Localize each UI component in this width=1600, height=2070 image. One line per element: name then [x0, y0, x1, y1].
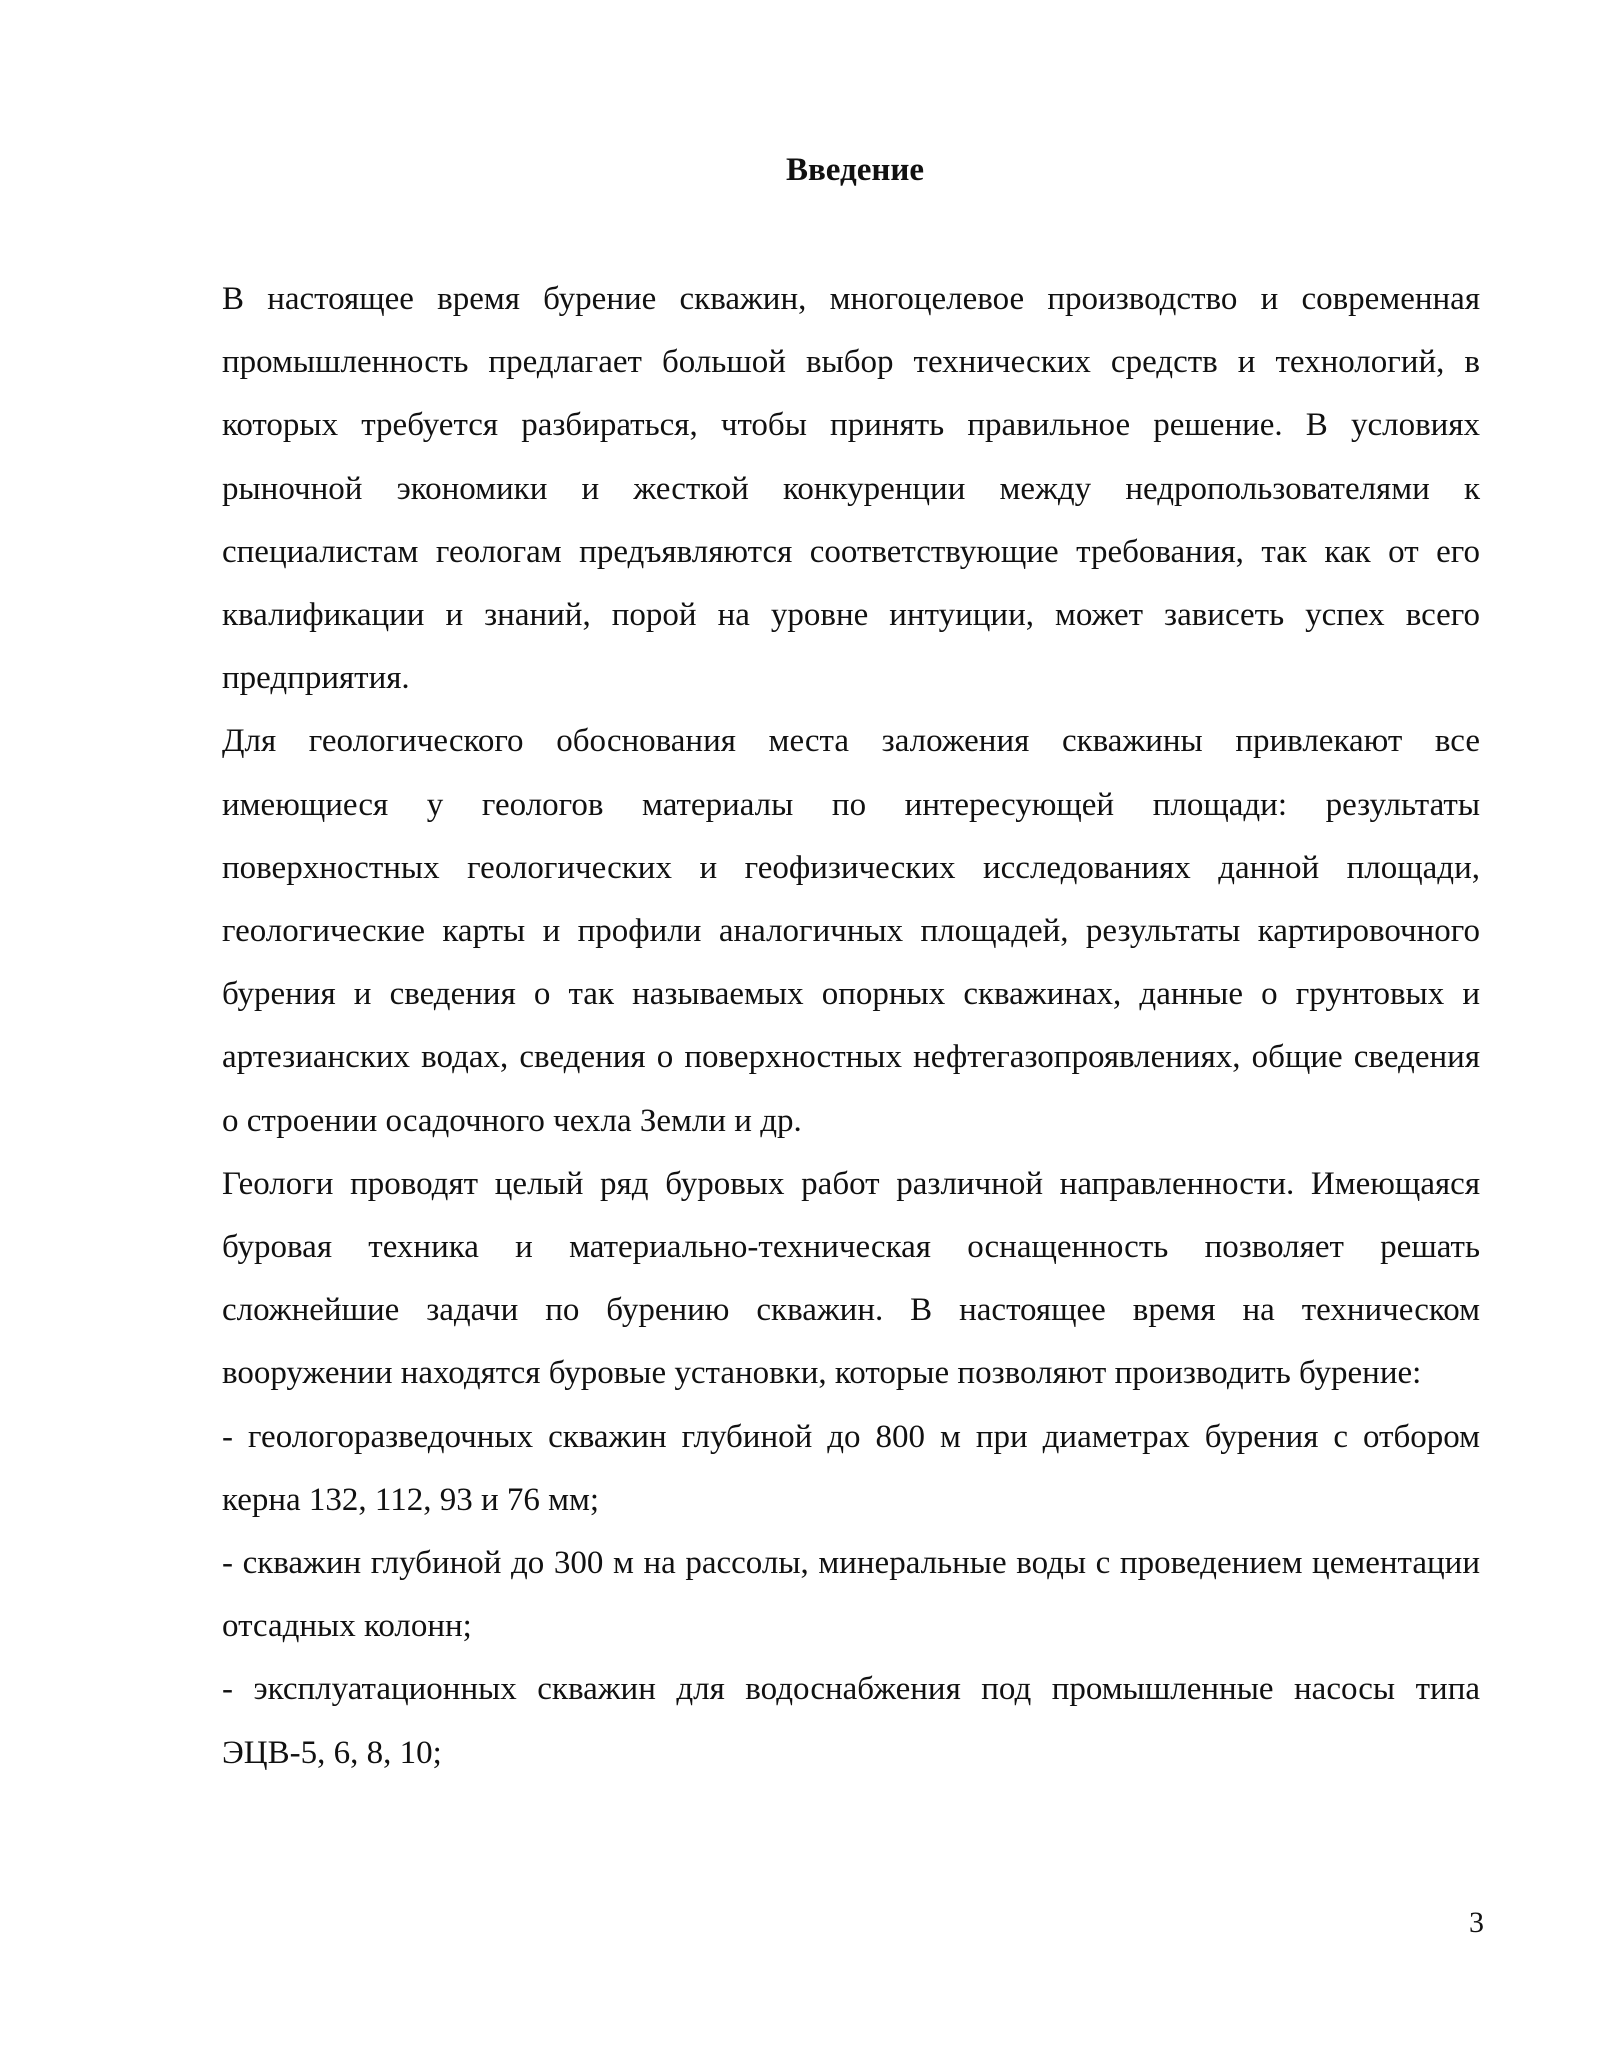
- section-heading: Введение: [785, 152, 925, 188]
- paragraph-materials: Для геологического обоснования места заложения скважины привлекают все имеющиеся у геологов материалы по интересующей площади: результаты поверхностных геологических и геофизических исследованиях данной площади, геологические карты и профили аналогичных площадей, результаты картировочного бурения и сведения о так называемых опорных скважинах, данные о грунтовых и артезианских водах, сведения о поверхностных нефтегазопроявлениях, общие сведения о строении осадочного чехла Земли и др.: [222, 723, 1480, 1139]
- page-number: 3: [1469, 1906, 1484, 1939]
- list-item-exploration-wells: - геологоразведочных скважин глубиной до 800 м при диаметрах бурения с отбором керна 132, 112, 93 и 76 мм;: [222, 1418, 1480, 1518]
- document-body: [222, 268, 1480, 1785]
- list-item-brine-wells: - скважин глубиной до 300 м на рассолы, минеральные воды с проведением цементации отсадных колонн;: [222, 1545, 1480, 1645]
- paragraph-intro: В настоящее время бурение скважин, многоцелевое производство и современная промышленность предлагает большой выбор технических средств и технологий, в которых требуется разбираться, чтобы принять правильное решение. В условиях рыночной экономики и жесткой конкуренции между недропользователями к специалистам геологам предъявляются соответствующие требования, так как от его квалификации и знаний, порой на уровне интуиции, может зависеть успех всего предприятия.: [222, 281, 1480, 697]
- paragraph-drilling: Геологи проводят целый ряд буровых работ различной направленности. Имеющаяся буровая техника и материально-техническая оснащенность позволяет решать сложнейшие задачи по бурению скважин. В настоящее время на техническом вооружении находятся буровые установки, которые позволяют производить бурение:: [222, 1165, 1480, 1392]
- list-item-production-wells: - эксплуатационных скважин для водоснабжения под промышленные насосы типа ЭЦВ-5, 6, 8, 10;: [222, 1671, 1480, 1771]
